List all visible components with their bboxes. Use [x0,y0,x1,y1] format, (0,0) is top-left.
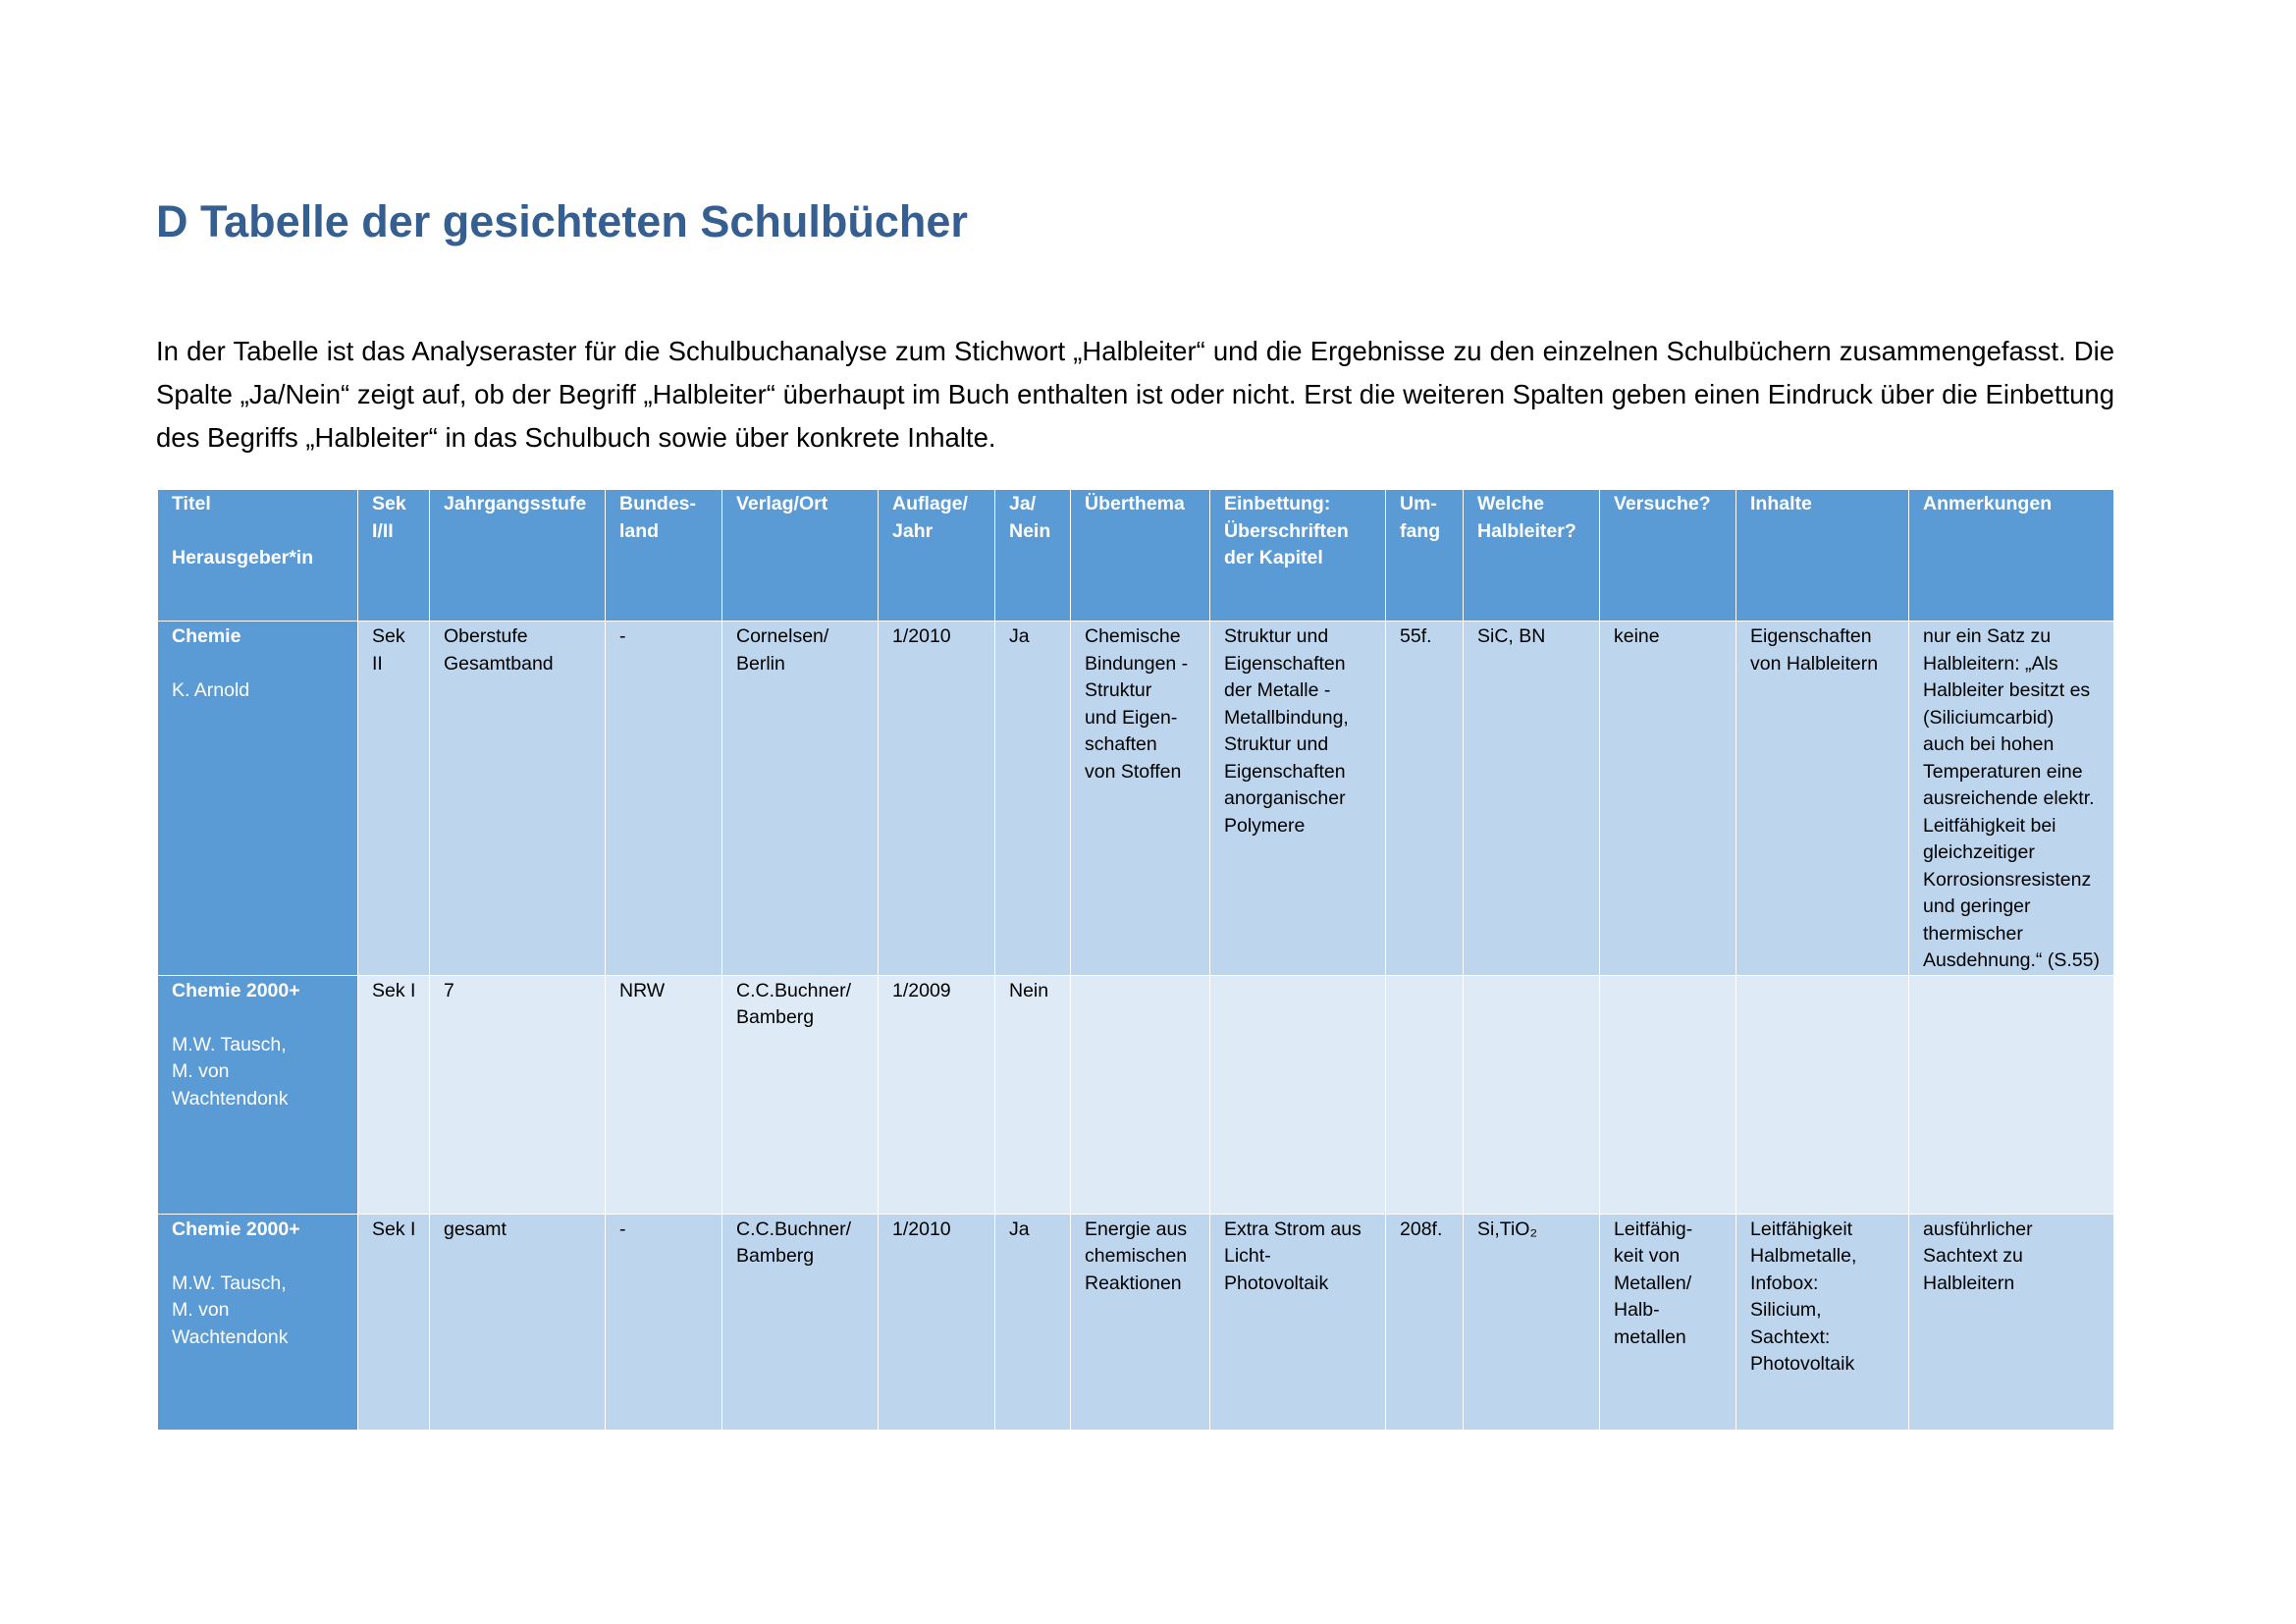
schoolbook-table [157,489,2114,1431]
cell-halbleiter: SiC, BN [1464,622,1600,976]
cell-bundesland: NRW [606,975,722,1214]
table-row [158,1214,2114,1430]
cell-anmerkungen: ausführlicher Sachtext zu Halbleitern [1909,1214,2114,1430]
cell-janein: Ja [995,622,1071,976]
cell-inhalte [1736,975,1909,1214]
cell-bundesland: - [606,622,722,976]
cell-jahrgang: gesamt [430,1214,606,1430]
cell-jahrgang: 7 [430,975,606,1214]
header-einbettung: Einbettung: Überschriften der Kapitel [1210,490,1386,622]
header-versuche: Versuche? [1600,490,1736,622]
cell-janein: Nein [995,975,1071,1214]
header-sek: Sek I/II [358,490,430,622]
cell-ueberthema: Chemische Bindungen - Struktur und Eigen- schaften von Stoffen [1071,622,1210,976]
header-auflage: Auflage/ Jahr [879,490,995,622]
cell-einbettung: Struktur und Eigenschaften der Metalle - Metallbindung, Struktur und Eigenschaften anorganischer Polymere [1210,622,1386,976]
cell-janein: Ja [995,1214,1071,1430]
cell-umfang [1386,975,1464,1214]
cell-auflage: 1/2010 [879,622,995,976]
cell-auflage: 1/2009 [879,975,995,1214]
cell-verlag: C.C.Buchner/ Bamberg [722,1214,879,1430]
cell-sek: Sek II [358,622,430,976]
header-verlag: Verlag/Ort [722,490,879,622]
cell-halbleiter: Si,TiO₂ [1464,1214,1600,1430]
header-inhalte: Inhalte [1736,490,1909,622]
cell-verlag: Cornelsen/ Berlin [722,622,879,976]
cell-ueberthema: Energie aus chemischen Reaktionen [1071,1214,1210,1430]
table-row [158,622,2114,976]
intro-paragraph: In der Tabelle ist das Analyseraster für die Schulbuchanalyse zum Stichwort „Halbleiter“ und die Ergebnisse zu den einzelnen Schulbüchern zusammengefasst. Die Spalte „Ja/Nein“ zeigt auf, ob der Begriff „Halbleiter“ überhaupt im Buch enthalten ist oder nicht. Erst die weiteren Spalten geben einen Eindruck über die Einbettung des Begriffs „Halbleiter“ in das Schulbuch sowie über konkrete Inhalte. [156,336,2114,453]
cell-inhalte: Leitfähigkeit Halbmetalle, Infobox: Silicium, Sachtext: Photovoltaik [1736,1214,1909,1430]
cell-versuche: Leitfähig- keit von Metallen/ Halb- metallen [1600,1214,1736,1430]
table-row [158,975,2114,1214]
cell-versuche: keine [1600,622,1736,976]
header-umfang: Um- fang [1386,490,1464,622]
page-title: D Tabelle der gesichteten Schulbücher [156,196,968,246]
cell-einbettung: Extra Strom aus Licht- Photovoltaik [1210,1214,1386,1430]
header-title: Titel Herausgeber*in [158,490,358,622]
header-ueberthema: Überthema [1071,490,1210,622]
cell-auflage: 1/2010 [879,1214,995,1430]
cell-title: Chemie 2000+ M.W. Tausch, M. von Wachtendonk [158,975,358,1214]
cell-anmerkungen: nur ein Satz zu Halbleitern: „Als Halbleiter besitzt es (Siliciumcarbid) auch bei hohen Temperaturen eine ausreichende elektr. Leitfähigkeit bei gleichzeitiger Korrosionsresistenz und geringer thermischer Ausdehnung.“ (S.55) [1909,622,2114,976]
cell-umfang: 208f. [1386,1214,1464,1430]
cell-jahrgang: Oberstufe Gesamtband [430,622,606,976]
header-anmerkungen: Anmerkungen [1909,490,2114,622]
cell-anmerkungen [1909,975,2114,1214]
header-jahrgangsstufe: Jahrgangsstufe [430,490,606,622]
cell-versuche [1600,975,1736,1214]
table-header-row [158,490,2114,622]
header-janein: Ja/ Nein [995,490,1071,622]
cell-title: Chemie K. Arnold [158,622,358,976]
cell-verlag: C.C.Buchner/ Bamberg [722,975,879,1214]
cell-ueberthema [1071,975,1210,1214]
cell-title: Chemie 2000+ M.W. Tausch, M. von Wachtendonk [158,1214,358,1430]
cell-halbleiter [1464,975,1600,1214]
header-bundesland: Bundes- land [606,490,722,622]
cell-sek: Sek I [358,1214,430,1430]
cell-inhalte: Eigenschaften von Halbleitern [1736,622,1909,976]
cell-sek: Sek I [358,975,430,1214]
cell-einbettung [1210,975,1386,1214]
cell-bundesland: - [606,1214,722,1430]
header-halbleiter: Welche Halbleiter? [1464,490,1600,622]
cell-umfang: 55f. [1386,622,1464,976]
